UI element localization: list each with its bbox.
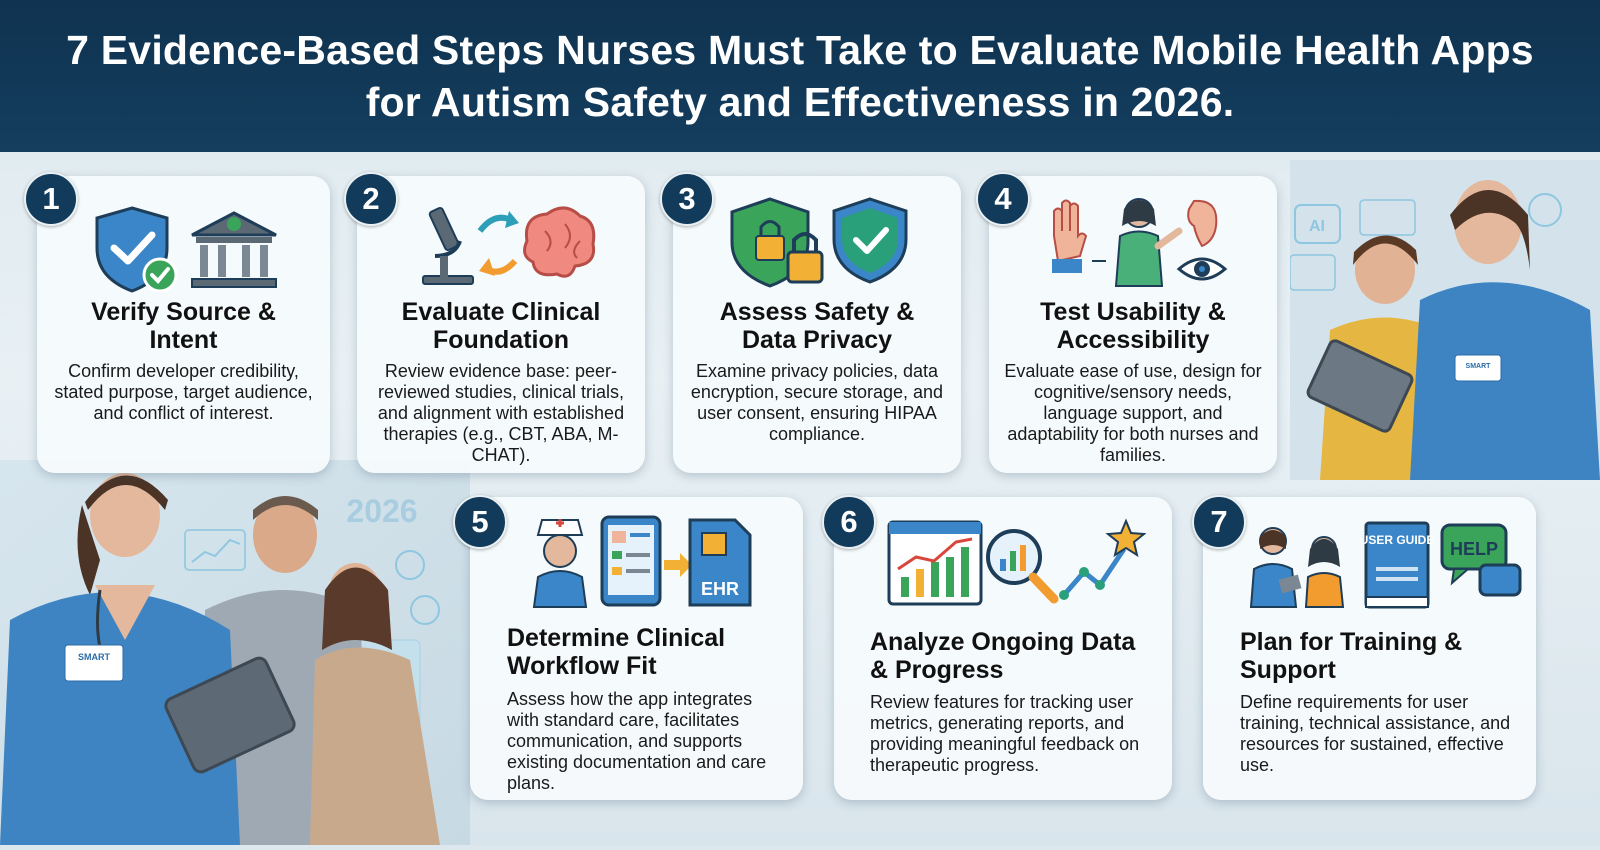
step-7-number-badge: 7 [1192, 495, 1246, 549]
arrows-exchange-icon [479, 211, 519, 276]
step-card-6 [834, 497, 1172, 800]
nurse-patient-icon [1251, 528, 1343, 607]
id-badge-text-right: SMART [1465, 363, 1491, 370]
step-1-icons [92, 203, 282, 293]
hand-icon [1052, 201, 1086, 274]
step-4-description: Evaluate ease of use, design for cognitive/sensory needs, language support, and adaptability for both nurses and families. [1004, 361, 1262, 465]
step-card-3 [673, 176, 961, 473]
year-label: 2026 [346, 493, 418, 529]
person-icon [1116, 199, 1179, 286]
step-5-description: Assess how the app integrates with standard care, facilitates communication, and supports existing documentation and care plans. [507, 689, 767, 793]
step-2-icons [415, 196, 600, 291]
step-2-title: Evaluate Clinical Foundation [401, 298, 601, 354]
institution-building-icon [192, 213, 276, 287]
step-7-title: Plan for Training & Support [1240, 628, 1463, 684]
ear-icon [1188, 201, 1216, 246]
user-guide-book-icon [1360, 523, 1435, 607]
step-7-icons [1248, 519, 1523, 614]
help-chat-icon [1442, 525, 1520, 595]
step-3-description: Examine privacy policies, data encryption, secure storage, and user consent, ensuring HIPAA compliance. [690, 361, 944, 444]
eye-icon [1179, 259, 1225, 279]
step-card-7 [1203, 497, 1536, 800]
step-card-5 [470, 497, 803, 800]
ehr-document-icon [690, 520, 750, 605]
id-badge-text: SMART [78, 652, 110, 662]
step-2-number-badge: 2 [344, 172, 398, 226]
step-5-number-badge: 5 [453, 495, 507, 549]
header-banner [0, 0, 1600, 152]
step-6-number-badge: 6 [822, 495, 876, 549]
step-7-description: Define requirements for user training, technical assistance, and resources for sustained, effective use. [1240, 692, 1511, 775]
ehr-label: EHR [700, 579, 740, 599]
microscope-icon [423, 207, 473, 284]
dashboard-chart-icon [889, 522, 981, 604]
trend-star-icon [1059, 521, 1144, 600]
step-6-icons [886, 517, 1146, 612]
step-4-icons [1044, 191, 1229, 291]
shield-check-icon [834, 199, 906, 282]
brain-icon [525, 208, 594, 276]
step-6-title: Analyze Ongoing Data & Progress [870, 628, 1136, 684]
step-6-description: Review features for tracking user metrics, generating reports, and providing meaningful feedback on therapeutic progress. [870, 692, 1140, 775]
step-5-title: Determine Clinical Workflow Fit [507, 624, 726, 680]
nurse-child-illustration [1290, 160, 1600, 480]
user-guide-label-line1: USER GUIDE [1359, 533, 1435, 547]
step-card-2 [357, 176, 645, 473]
magnifier-chart-icon [988, 531, 1054, 599]
step-1-number-badge: 1 [24, 172, 78, 226]
step-1-description: Confirm developer credibility, stated purpose, target audience, and conflict of interest. [54, 361, 313, 423]
nurse-family-illustration [0, 460, 470, 845]
step-card-1 [37, 176, 330, 473]
step-3-icons [730, 194, 910, 289]
nurse-icon [534, 519, 586, 607]
step-5-icons [530, 515, 755, 610]
ai-chip-label: AI [1309, 218, 1325, 235]
step-4-number-badge: 4 [976, 172, 1030, 226]
step-3-number-badge: 3 [660, 172, 714, 226]
step-3-title: Assess Safety & Data Privacy [719, 298, 915, 354]
tablet-record-icon [602, 517, 660, 605]
step-1-title: Verify Source & Intent [91, 298, 276, 354]
help-label: HELP [1449, 539, 1499, 559]
step-2-description: Review evidence base: peer-reviewed studies, clinical trials, and alignment with established therapies (e.g., CBT, ABA, M-CHAT). [377, 361, 625, 465]
step-4-title: Test Usability & Accessibility [1040, 298, 1226, 354]
step-card-4 [989, 176, 1277, 473]
page-title: 7 Evidence-Based Steps Nurses Must Take to Evaluate Mobile Health Apps for Autism Safety and Effectiveness in 2026. [66, 27, 1534, 125]
shield-check-icon [97, 208, 176, 291]
